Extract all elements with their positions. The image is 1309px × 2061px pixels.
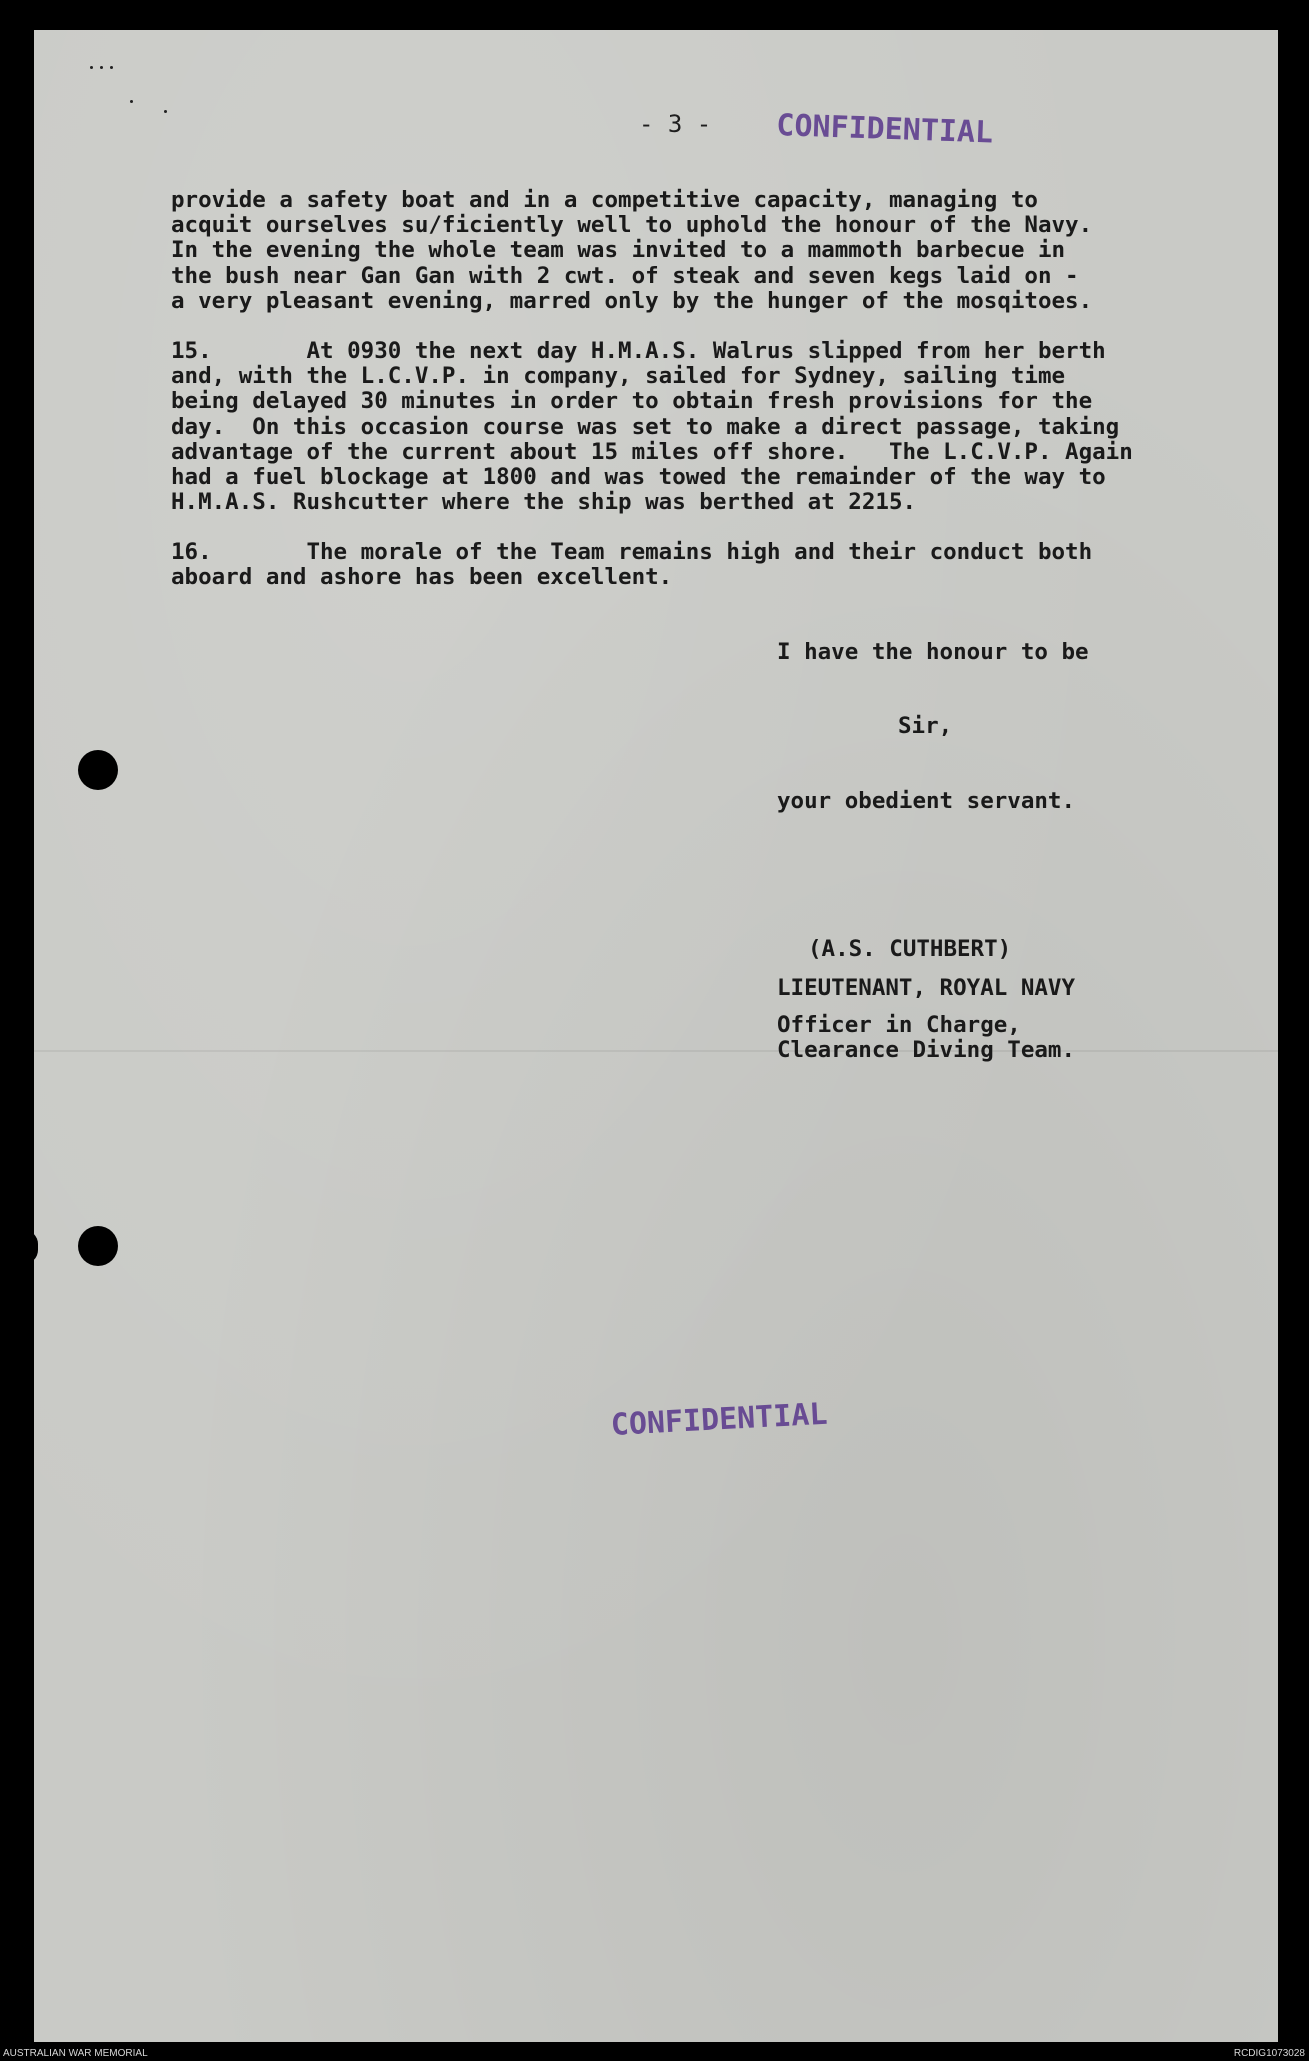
closing-honour: I have the honour to be xyxy=(777,639,1089,665)
text-line: acquit ourselves su/ficiently well to uphold the honour of the Navy. xyxy=(171,212,1093,239)
paper-fold xyxy=(34,1050,1278,1052)
confidential-stamp-bottom: CONFIDENTIAL xyxy=(610,1396,829,1443)
text-line: provide a safety boat and in a competitive capacity, managing to xyxy=(171,187,1038,213)
punch-hole xyxy=(78,750,118,790)
text-line: the bush near Gan Gan with 2 cwt. of steak and seven kegs laid on - xyxy=(171,262,1079,289)
signatory-unit: Clearance Diving Team. xyxy=(777,1037,1076,1063)
text-line: day. On this occasion course was set to make a direct passage, taking xyxy=(171,413,1120,440)
text-line: H.M.A.S. Rushcutter where the ship was berthed at 2215. xyxy=(171,489,917,516)
text-line: aboard and ashore has been excellent. xyxy=(171,564,673,591)
signatory-role: Officer in Charge, xyxy=(777,1012,1021,1038)
punch-hole xyxy=(78,1226,118,1266)
paragraph-continued xyxy=(171,188,1251,314)
text-line: had a fuel blockage at 1800 and was towed the remainder of the way to xyxy=(171,463,1106,490)
paragraph-15 xyxy=(171,339,1251,515)
text-line: 15. At 0930 the next day H.M.A.S. Walrus slipped from her berth xyxy=(171,337,1106,364)
footer-item-id: RCDIG1073028 xyxy=(1233,2048,1305,2059)
footer-archive-name: AUSTRALIAN WAR MEMORIAL xyxy=(3,2048,148,2059)
paper-speck xyxy=(100,66,103,69)
text-line: and, with the L.C.V.P. in company, sailed for Sydney, sailing time xyxy=(171,363,1066,390)
paragraph-16 xyxy=(171,540,1251,590)
signatory-rank: LIEUTENANT, ROYAL NAVY xyxy=(777,975,1076,1001)
letter-body xyxy=(171,188,1251,616)
text-line: a very pleasant evening, marred only by the hunger of the mosqitoes. xyxy=(171,287,1093,314)
page-number: - 3 - xyxy=(639,110,712,138)
closing-salutation: Sir, xyxy=(898,713,953,739)
closing-servant: your obedient servant. xyxy=(777,788,1076,814)
paper-speck xyxy=(110,66,113,69)
paper-speck xyxy=(130,100,133,103)
text-line: advantage of the current about 15 miles off shore. The L.C.V.P. Again xyxy=(171,438,1133,465)
signatory-name: (A.S. CUTHBERT) xyxy=(808,936,1012,962)
confidential-stamp-top: CONFIDENTIAL xyxy=(775,108,994,151)
text-line: being delayed 30 minutes in order to obtain fresh provisions for the xyxy=(171,388,1093,415)
paper-speck xyxy=(90,66,93,69)
text-line: In the evening the whole team was invited to a mammoth barbecue in xyxy=(171,237,1066,264)
paper-speck xyxy=(164,110,167,113)
text-line: 16. The morale of the Team remains high and their conduct both xyxy=(171,539,1093,566)
